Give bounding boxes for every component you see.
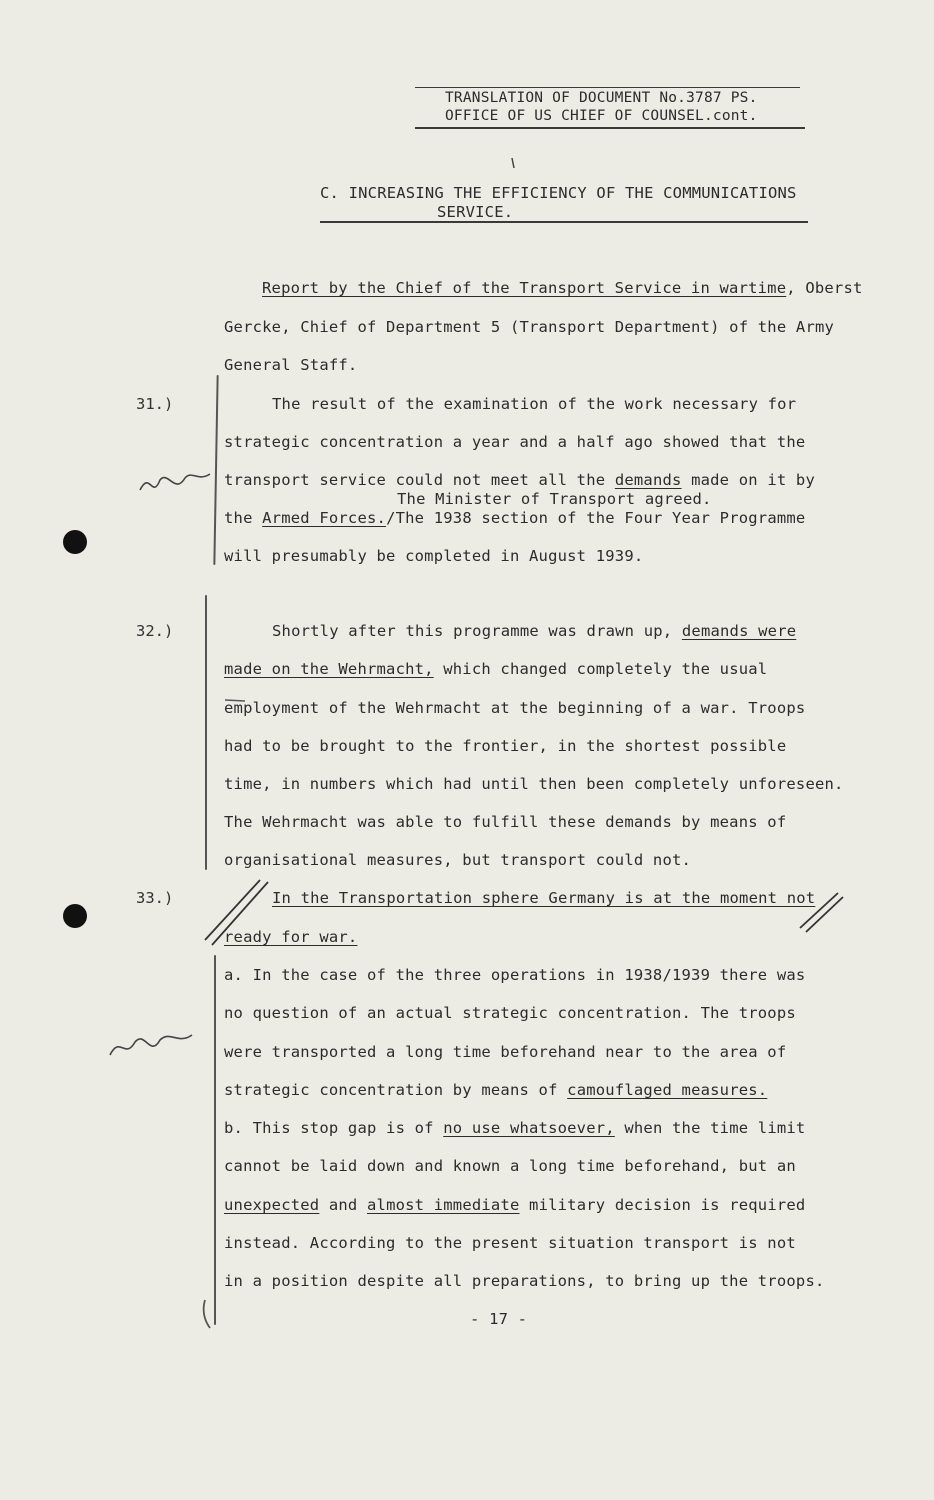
para32-line-2-b: which changed completely the usual: [433, 660, 768, 678]
para31-line-4-c: /The 1938 section of the Four Year Programme: [386, 509, 806, 527]
paragraph-number-33: 33.): [136, 889, 174, 907]
para31-line-3-a: transport service could not meet all the: [224, 471, 615, 489]
para32-line-5: time, in numbers which had until then been completely unforeseen.: [224, 775, 844, 793]
intro-underlined: Report by the Chief of the Transport Service in wartime: [262, 279, 787, 297]
para32-line-6: The Wehrmacht was able to fulfill these demands by means of: [224, 813, 787, 831]
intro-line-2: Gercke, Chief of Department 5 (Transport Department) of the Army: [224, 318, 835, 336]
para32-line-4: had to be brought to the frontier, in the shortest possible: [224, 737, 787, 755]
para32-line-1-a: Shortly after this programme was drawn up,: [272, 622, 682, 640]
strike-slash-left: [205, 880, 260, 940]
paragraph-number-31: 31.): [136, 395, 174, 413]
page-number: - 17 -: [470, 1310, 528, 1328]
section-title-line-1: C. INCREASING THE EFFICIENCY OF THE COMMUNICATIONS: [320, 184, 797, 202]
section-title-line-2: SERVICE.: [437, 203, 514, 221]
para33-a-line-2: no question of an actual strategic concentration. The troops: [224, 1004, 796, 1022]
para32-demands-were: demands were: [681, 622, 797, 640]
para33-b-line-3-d: military decision is required: [519, 1196, 806, 1214]
strike-slash-right-2: [806, 897, 843, 932]
para33-almost-immediate: almost immediate: [367, 1196, 520, 1214]
para32-made-on-wehrmacht: made on the Wehrmacht,: [224, 660, 434, 678]
margin-tick-32: [225, 700, 245, 701]
para32-line-7: organisational measures, but transport could not.: [224, 851, 692, 869]
para33-b-line-2: cannot be laid down and known a long time beforehand, but an: [224, 1157, 796, 1175]
para31-line-3-c: made on it by: [681, 471, 815, 489]
para31-insert: The Minister of Transport agreed.: [397, 490, 712, 508]
para33-no-use: no use whatsoever,: [443, 1119, 615, 1137]
initials-mark-2: [110, 1035, 192, 1055]
intro-line-3: General Staff.: [224, 356, 358, 374]
strike-slash-right: [800, 893, 838, 928]
para33-unexpected: unexpected: [224, 1196, 320, 1214]
para31-line-4-a: the: [224, 509, 263, 527]
para33-camouflaged: camouflaged measures.: [567, 1081, 768, 1099]
para33-b-line-1-c: when the time limit: [614, 1119, 806, 1137]
strike-slash-left-2: [212, 882, 268, 945]
bracket-bottom: [204, 1300, 210, 1328]
header-line-2: OFFICE OF US CHIEF OF COUNSEL.cont.: [445, 108, 758, 124]
para33-b-line-5: in a position despite all preparations, to bring up the troops.: [224, 1272, 825, 1290]
para31-line-2: strategic concentration a year and a half ago showed that the: [224, 433, 806, 451]
initials-mark-1: [140, 474, 210, 490]
para33-a-line-3: were transported a long time beforehand near to the area of: [224, 1043, 787, 1061]
para33-b-line-3-b: and: [319, 1196, 367, 1214]
para33-line-1: In the Transportation sphere Germany is at the moment not: [272, 889, 816, 907]
para33-b-line-1-a: b. This stop gap is of: [224, 1119, 444, 1137]
para33-b-line-4: instead. According to the present situation transport is not: [224, 1234, 796, 1252]
para33-a-line-4-a: strategic concentration by means of: [224, 1081, 568, 1099]
intro-line-1-rest: , Oberst: [786, 279, 863, 297]
header-line-1: TRANSLATION OF DOCUMENT No.3787 PS.: [445, 90, 758, 106]
para31-armed-forces: Armed Forces.: [262, 509, 387, 527]
paragraph-number-32: 32.): [136, 622, 174, 640]
para31-demands: demands: [614, 471, 682, 489]
para33-a-line-1: a. In the case of the three operations in 1938/1939 there was: [224, 966, 806, 984]
para32-line-3: employment of the Wehrmacht at the beginning of a war. Troops: [224, 699, 806, 717]
para33-line-2: ready for war.: [224, 928, 358, 946]
check-mark-top: [512, 158, 514, 168]
para31-line-1: The result of the examination of the work necessary for: [272, 395, 797, 413]
para31-line-5: will presumably be completed in August 1939.: [224, 547, 644, 565]
